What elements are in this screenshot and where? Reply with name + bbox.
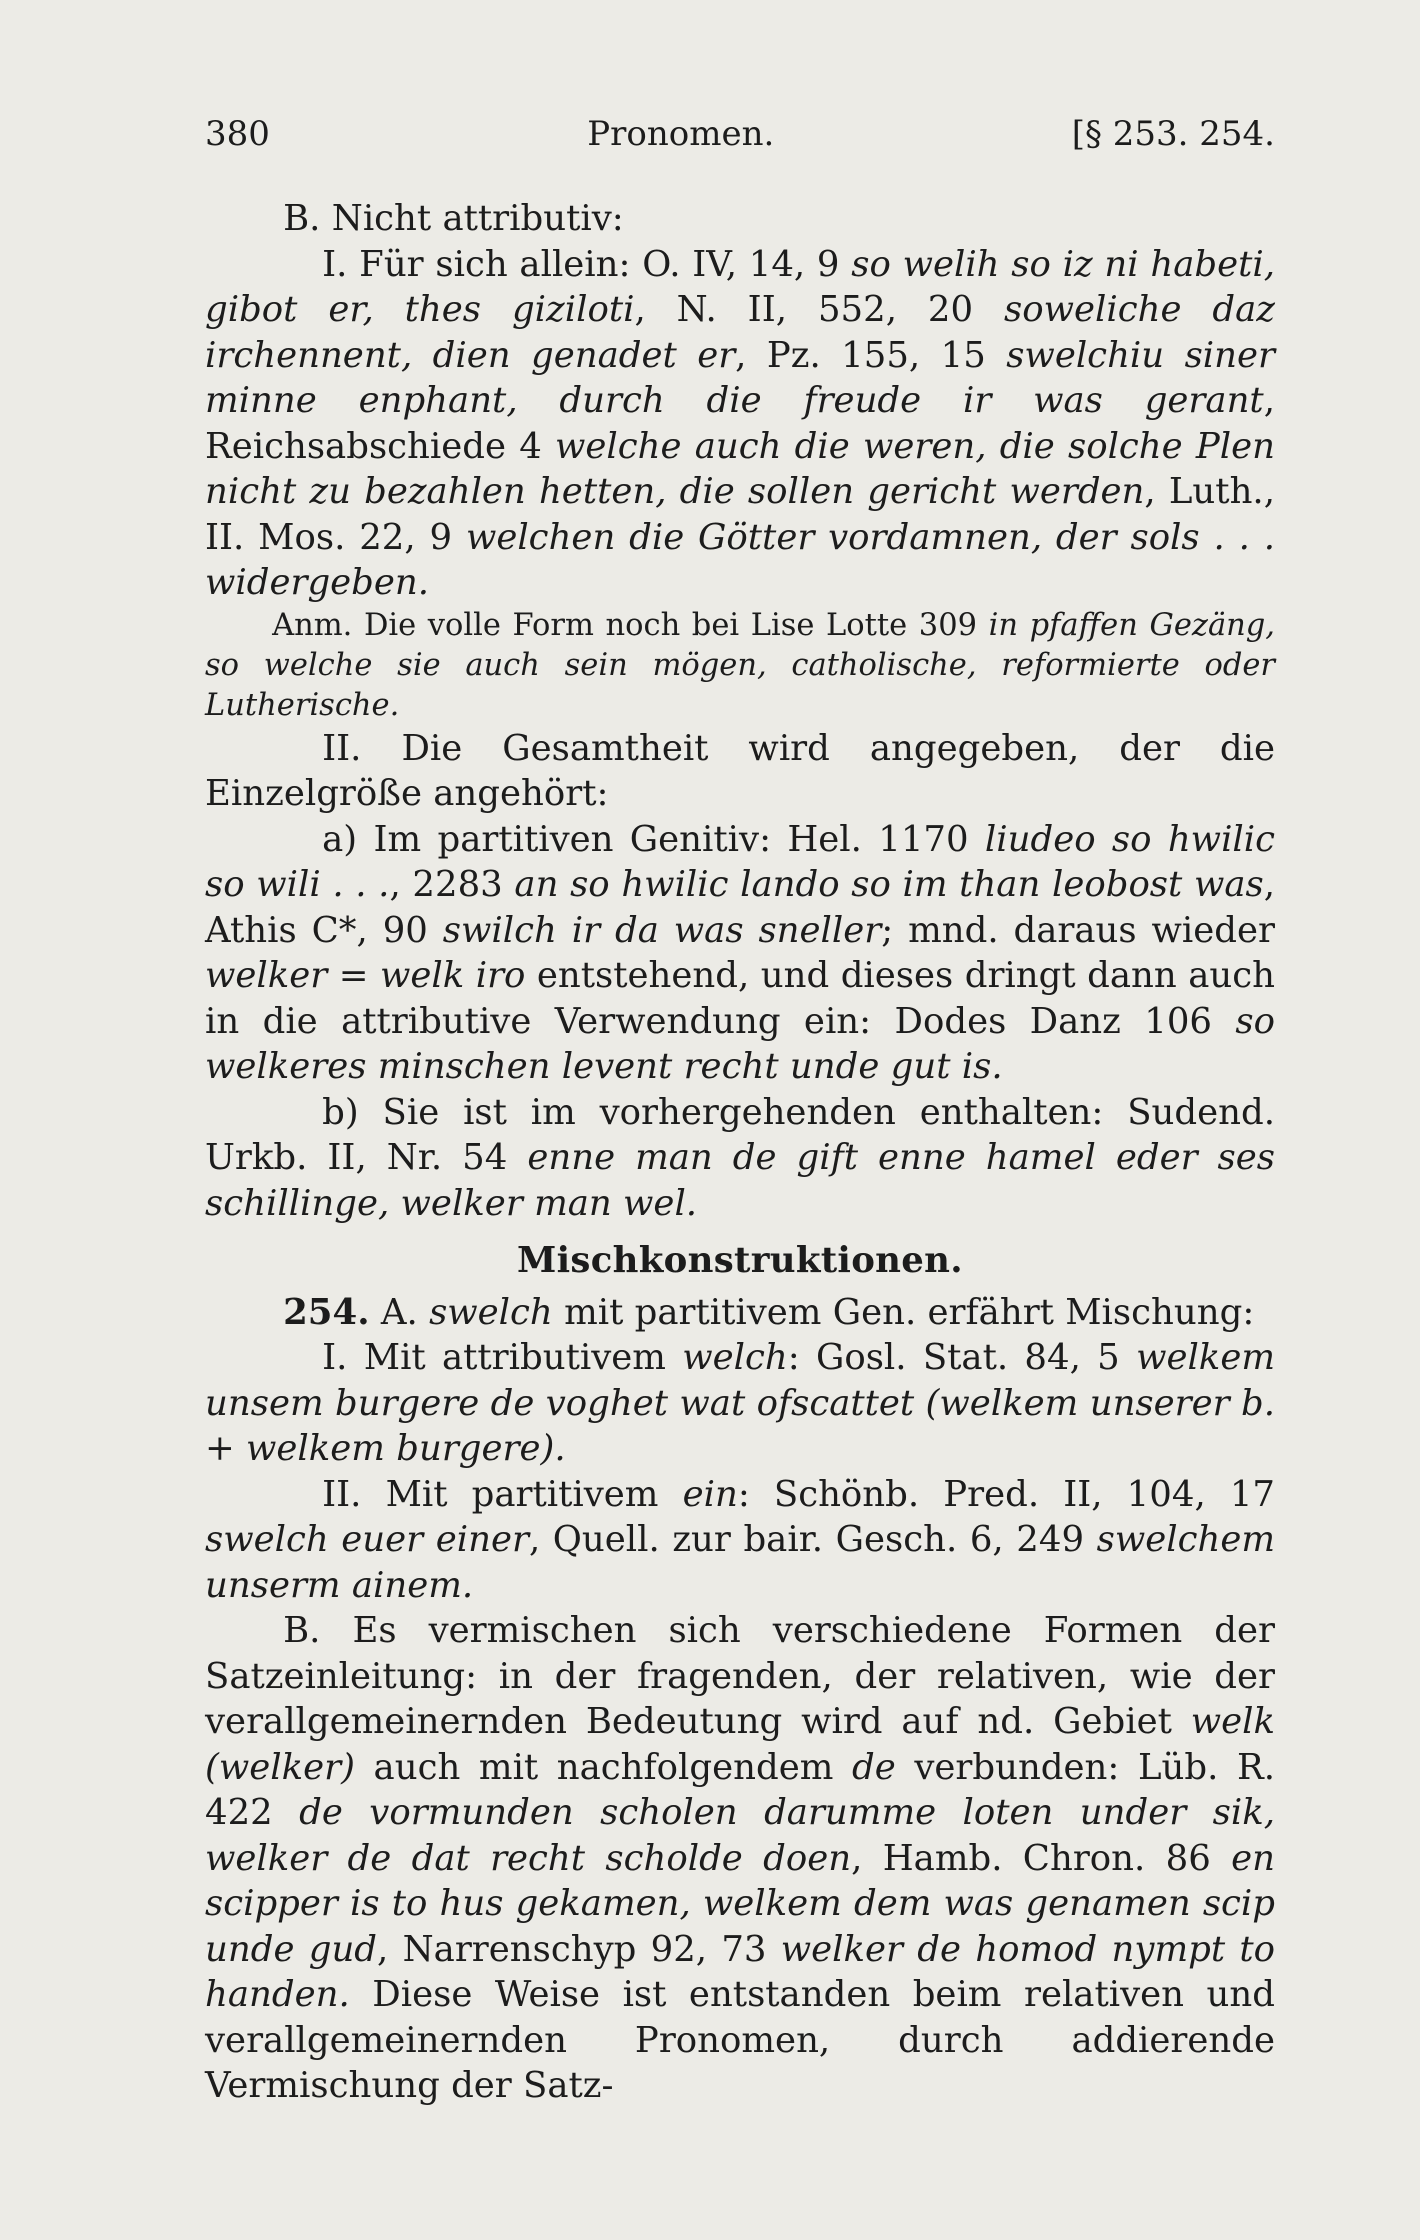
- body-text: [205, 196, 1275, 2109]
- quoted-text: liudeo so hwilic so wili . . .: [205, 818, 1276, 905]
- text-run: , Luth., II. Mos. 22, 9: [205, 471, 1275, 558]
- text-run: B. Es vermischen sich verschiedene Formen der Satzeinleitung: in der fragenden, der relativen, wie der verallgemeinernden Bedeutung wird auf nd. Gebiet: [205, 1610, 1275, 1742]
- quoted-text: so welkeres minschen levent recht unde gut is.: [205, 1000, 1275, 1087]
- text-run: 254.: [283, 1291, 370, 1333]
- quoted-text: welk (welker): [205, 1701, 1275, 1788]
- quoted-text: welker de homod nympt to handen.: [205, 1928, 1275, 2015]
- text-run: , Narrenschyp 92, 73: [377, 1928, 781, 1970]
- quoted-text: swelch euer einer: [205, 1519, 529, 1560]
- text-run: : Gosl. Stat. 84, 5: [787, 1337, 1137, 1378]
- text-run: Diese Weise ist entstanden beim relativen und verallgemeinernden Pronomen, durch addierende Vermischung der Satz-: [205, 1974, 1275, 2106]
- quoted-text: so welih so iz ni habeti, gibot er, thes giziloti: [205, 243, 1276, 330]
- text-run: : Schönb. Pred. II, 104, 17: [737, 1473, 1275, 1515]
- paragraph: [205, 726, 1275, 817]
- quoted-text: welkem unsem burgere de voghet wat ofscattet (welkem unserer b. + welkem burgere).: [205, 1337, 1275, 1469]
- quoted-text: an so hwilic lando so im than leobost was: [514, 864, 1264, 905]
- text-run: II. Mit partitivem: [322, 1473, 683, 1515]
- text-run: entstehend, und dieses dringt dann auch in die attributive Verwendung ein: Dodes Danz 106: [205, 955, 1275, 1042]
- text-run: A.: [369, 1291, 430, 1333]
- quoted-text: de vormunden scholen darumme loten under sik, welker de dat recht scholde doen: [205, 1792, 1276, 1879]
- text-run: verbunden: Lüb. R. 422: [205, 1746, 1276, 1833]
- quoted-text: welchen die Götter vordamnen, der sols . . . widergeben.: [205, 516, 1275, 603]
- paragraph: [205, 817, 1275, 1090]
- text-run: I. Für sich allein: O. IV, 14, 9: [322, 243, 852, 285]
- quoted-text: welche auch die weren, die solche Plen nicht zu bezahlen hetten, die sollen gericht werden: [205, 425, 1275, 512]
- text-run: , N. II, 552, 20: [634, 289, 1005, 330]
- text-run: B. Nicht attributiv:: [283, 198, 624, 239]
- text-run: mit partitivem Gen. erfährt Mischung:: [552, 1291, 1255, 1333]
- quoted-text: soweliche daz irchennent, dien genadet er: [205, 289, 1276, 376]
- quoted-text: swilch ir da was sneller: [442, 909, 882, 951]
- text-run: , Hamb. Chron. 86: [851, 1837, 1232, 1879]
- text-run: II. Die Gesamtheit wird angegeben, der die Einzelgröße angehört:: [205, 727, 1275, 814]
- text-run: ; mnd. daraus wieder: [881, 909, 1275, 951]
- running-title: Pronomen.: [587, 114, 775, 154]
- paragraph: [205, 1472, 1275, 1609]
- quoted-text: welker: [205, 955, 328, 996]
- note-paragraph: [205, 606, 1275, 726]
- paragraph: [205, 196, 1275, 242]
- text-run: =: [327, 955, 380, 996]
- text-column: [205, 112, 1275, 2109]
- running-header: [205, 112, 1275, 178]
- paragraph: [205, 242, 1275, 606]
- section-reference: [§ 253. 254.: [1071, 114, 1275, 154]
- quoted-text: ein: [682, 1473, 738, 1515]
- quoted-text: de: [852, 1746, 896, 1788]
- text-run: , Reichsabschiede 4: [205, 380, 1275, 467]
- quoted-text: swelch: [429, 1291, 553, 1333]
- paragraph: [205, 1290, 1275, 1336]
- page-number: 380: [205, 114, 270, 154]
- paragraph: [205, 1335, 1275, 1472]
- quoted-text: welk iro: [379, 955, 526, 996]
- text-run: I. Mit attributivem: [322, 1337, 683, 1378]
- text-run: Mischkonstruktionen.: [517, 1240, 963, 1281]
- quoted-text: welch: [682, 1337, 788, 1378]
- paragraph: [205, 1608, 1275, 2109]
- text-run: , Athis C*, 90: [205, 864, 1276, 951]
- text-run: , Pz. 155, 15: [735, 334, 1007, 376]
- quoted-text: swelchem unserm ainem.: [205, 1519, 1276, 1606]
- text-run: a) Im partitiven Genitiv: Hel. 1170: [322, 818, 985, 860]
- quoted-text: en scipper is to hus gekamen, welkem dem was genamen scip unde gud: [205, 1837, 1275, 1970]
- quoted-text: enne man de gift enne hamel eder ses schillinge, welker man wel.: [205, 1137, 1275, 1224]
- quoted-text: in pfaffen Gezäng, so welche sie auch sein mögen, catholische, reformierte oder Lutherische.: [205, 607, 1275, 723]
- section-heading: [205, 1238, 1275, 1284]
- paragraph: [205, 1090, 1275, 1227]
- text-run: auch mit nachfolgendem: [354, 1746, 852, 1788]
- text-run: , Quell. zur bair. Gesch. 6, 249: [528, 1519, 1097, 1560]
- quoted-text: swelchiu siner minne enphant, durch die freude ir was gerant: [205, 334, 1275, 421]
- text-run: Anm. Die volle Form noch bei Lise Lotte 309: [272, 607, 989, 643]
- text-run: , 2283: [389, 864, 515, 905]
- text-run: b) Sie ist im vorhergehenden enthalten: Sudend. Urkb. II, Nr. 54: [205, 1091, 1275, 1178]
